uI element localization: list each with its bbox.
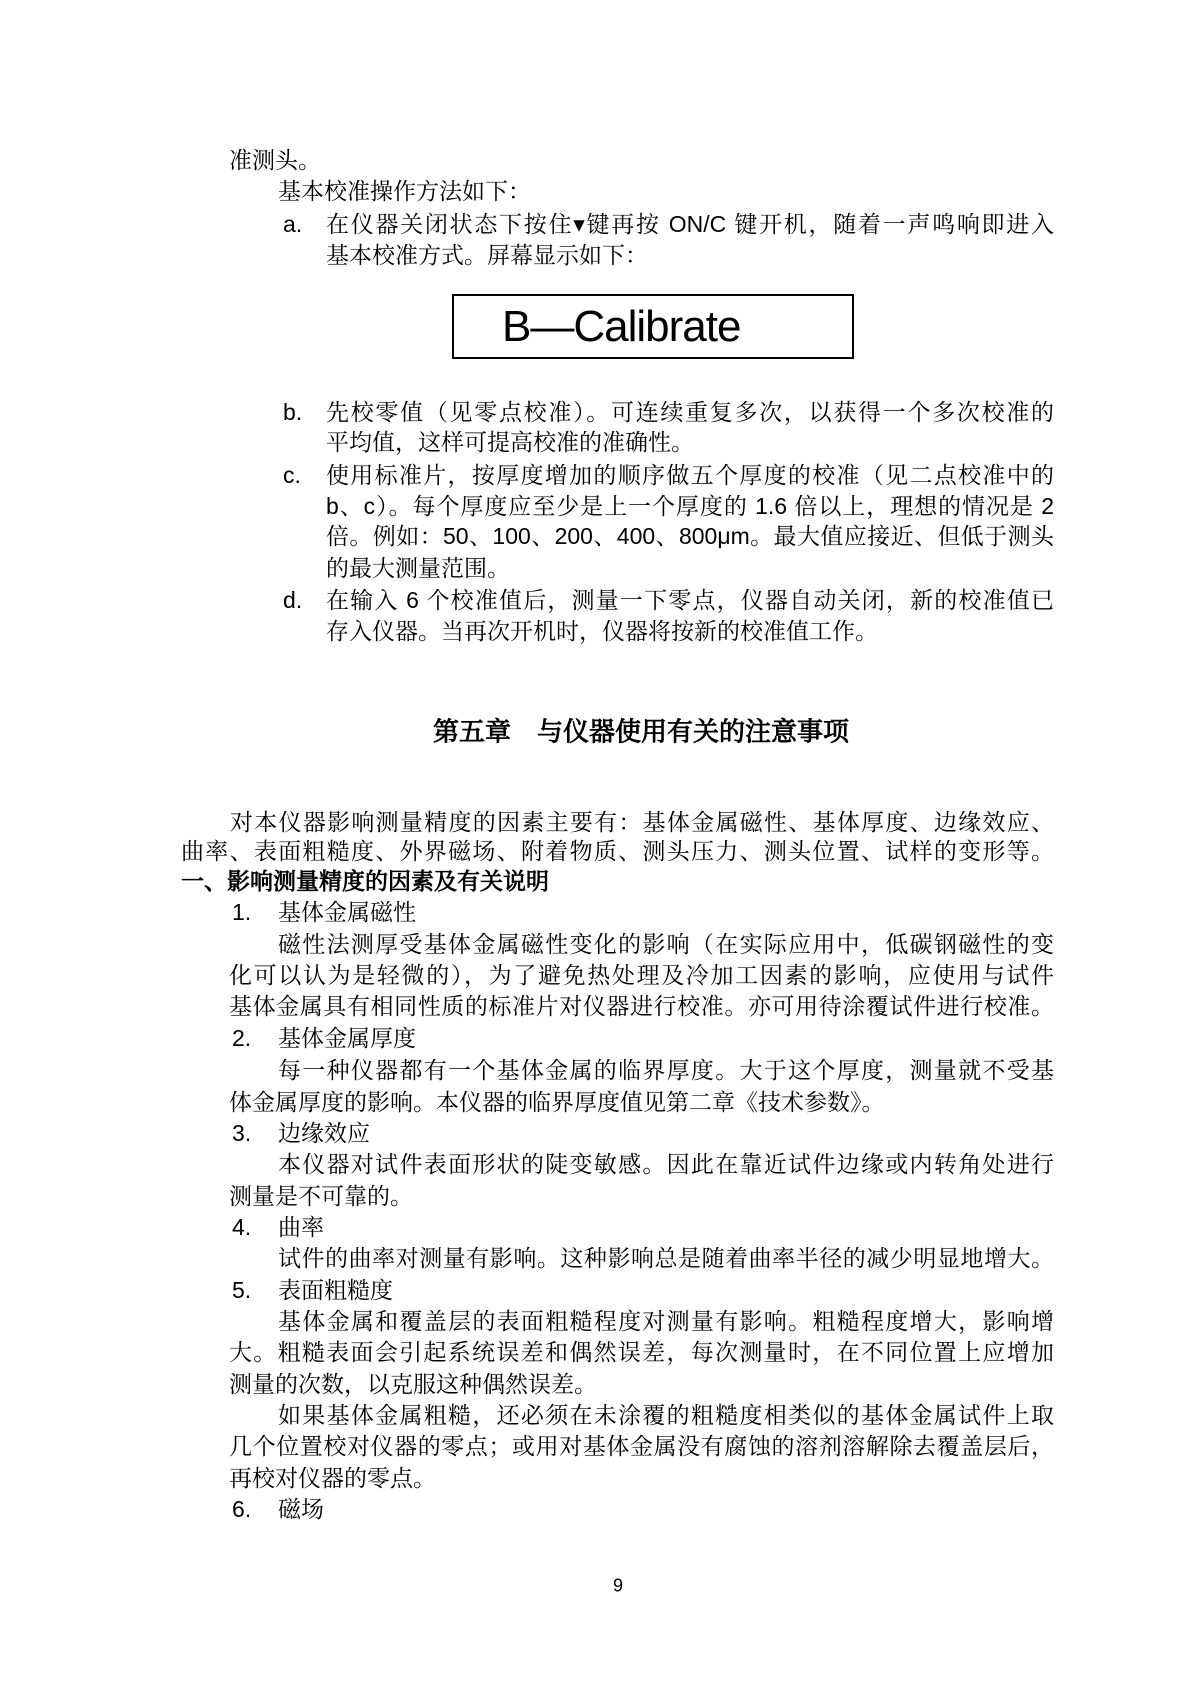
text-line: 如果基体金属粗糙，还必须在未涂覆的粗糙度相类似的基体金属试件上取: [278, 1402, 1054, 1428]
text-line: 测量是不可靠的。: [229, 1183, 413, 1209]
factor-number: 1.: [232, 899, 252, 925]
text-line: 存入仪器。当再次开机时，仪器将按新的校准值工作。: [326, 618, 878, 644]
text-line: 本仪器对试件表面形状的陡变敏感。因此在靠近试件边缘或内转角处进行: [278, 1151, 1054, 1177]
factor-title: 基体金属磁性: [278, 899, 416, 925]
text-line: 先校零值（见零点校准）。可连续重复多次，以获得一个多次校准的: [326, 399, 1054, 425]
text-line: 基本校准方式。屏幕显示如下：: [326, 242, 648, 268]
text-line: 基体金属具有相同性质的标准片对仪器进行校准。亦可用待涂覆试件进行校准。: [229, 993, 1054, 1019]
text-line: 平均值，这样可提高校准的准确性。: [326, 429, 694, 455]
text-line: 对本仪器影响测量精度的因素主要有：基体金属磁性、基体厚度、边缘效应、: [230, 809, 1054, 835]
factor-title: 基体金属厚度: [278, 1025, 416, 1051]
text-line: 每一种仪器都有一个基体金属的临界厚度。大于这个厚度，测量就不受基: [278, 1057, 1054, 1083]
chapter-heading: 第五章 与仪器使用有关的注意事项: [432, 716, 849, 747]
factor-title: 边缘效应: [278, 1120, 370, 1146]
text-line: 在输入 6 个校准值后，测量一下零点，仪器自动关闭，新的校准值已: [326, 587, 1054, 613]
text-line: 准测头。: [229, 147, 321, 173]
text-line: 化可以认为是轻微的），为了避免热处理及冷加工因素的影响，应使用与试件: [229, 962, 1054, 988]
section-heading: 一、影响测量精度的因素及有关说明: [181, 868, 549, 894]
screen-display-text: B—Calibrate: [502, 301, 741, 351]
text-line: 倍。例如：50、100、200、400、800μm。最大值应接近、但低于测头: [326, 523, 1054, 549]
text-line: 大。粗糙表面会引起系统误差和偶然误差，每次测量时，在不同位置上应增加: [229, 1339, 1054, 1365]
text-line: b、c）。每个厚度应至少是上一个厚度的 1.6 倍以上，理想的情况是 2: [326, 493, 1054, 519]
step-label-b: b.: [283, 399, 303, 425]
page-number: 9: [612, 1575, 623, 1596]
text-line: 几个位置校对仪器的零点；或用对基体金属没有腐蚀的溶剂溶解除去覆盖层后，: [229, 1433, 1054, 1459]
factor-title: 表面粗糙度: [278, 1277, 393, 1303]
factor-number: 4.: [232, 1214, 252, 1240]
step-label-a: a.: [283, 211, 303, 237]
factor-title: 磁场: [278, 1496, 324, 1522]
step-label-d: d.: [283, 587, 303, 613]
screen-display-box: [452, 294, 854, 359]
text-line: 基本校准操作方法如下：: [278, 178, 531, 204]
text-line: 基体金属和覆盖层的表面粗糙程度对测量有影响。粗糙程度增大，影响增: [278, 1308, 1054, 1334]
text-line: 磁性法测厚受基体金属磁性变化的影响（在实际应用中，低碳钢磁性的变: [278, 931, 1054, 957]
factor-number: 6.: [232, 1496, 252, 1522]
factor-number: 3.: [232, 1120, 252, 1146]
text-line: 的最大测量范围。: [326, 555, 510, 581]
factor-title: 曲率: [278, 1214, 324, 1240]
text-line: 使用标准片，按厚度增加的顺序做五个厚度的校准（见二点校准中的: [326, 462, 1054, 488]
factor-number: 2.: [232, 1025, 252, 1051]
step-label-c: c.: [283, 462, 301, 488]
text-line: 试件的曲率对测量有影响。这种影响总是随着曲率半径的减少明显地增大。: [278, 1245, 1054, 1271]
text-line: 再校对仪器的零点。: [229, 1465, 436, 1491]
text-line: 曲率、表面粗糙度、外界磁场、附着物质、测头压力、测头位置、试样的变形等。: [181, 838, 1054, 864]
text-line: 测量的次数，以克服这种偶然误差。: [229, 1371, 597, 1397]
text-line: 在仪器关闭状态下按住▾键再按 ON/C 键开机，随着一声鸣响即进入: [326, 211, 1054, 237]
text-line: 体金属厚度的影响。本仪器的临界厚度值见第二章《技术参数》。: [229, 1089, 885, 1115]
factor-number: 5.: [232, 1277, 252, 1303]
